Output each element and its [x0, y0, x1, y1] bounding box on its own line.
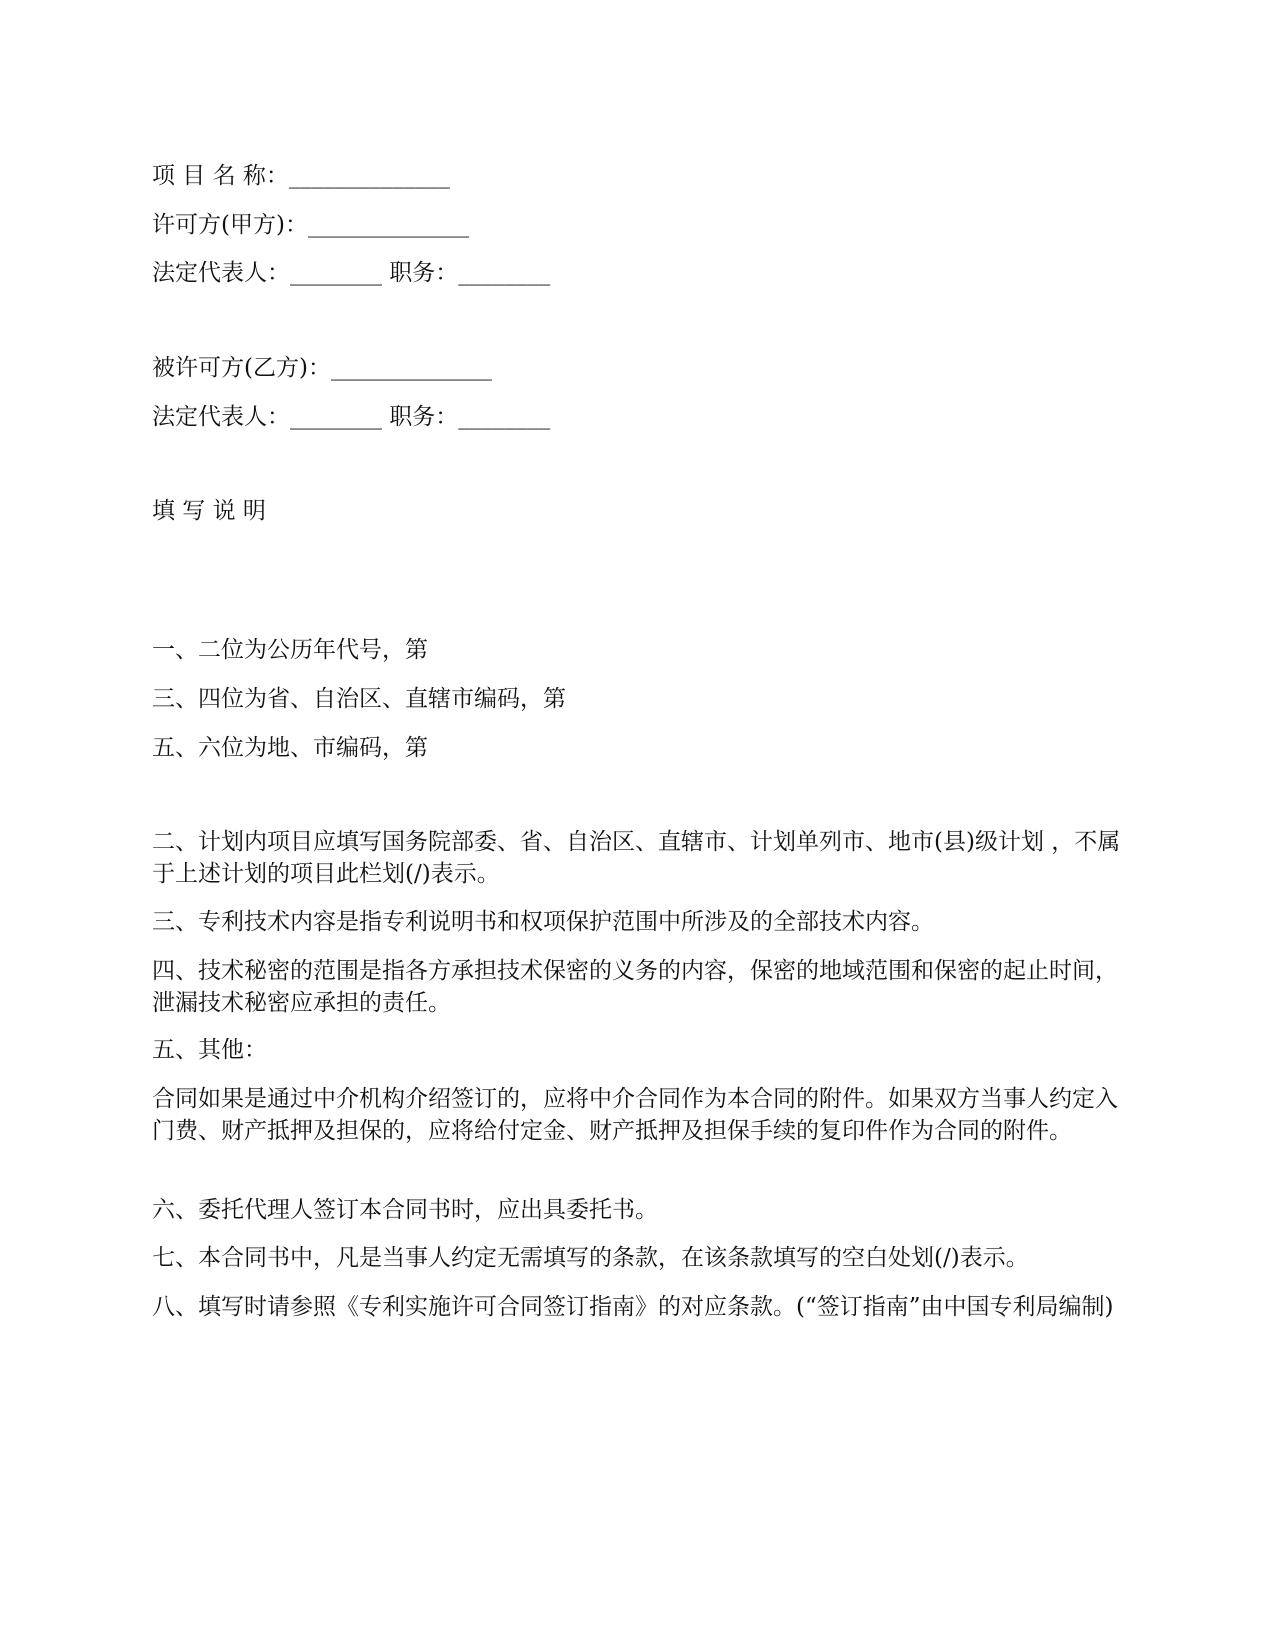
instruction-item: 六、委托代理人签订本合同书时，应出具委托书。 [152, 1197, 658, 1223]
instruction-item: 五、其他： [152, 1037, 267, 1063]
code-line: 五、六位为地、市编码，第 [152, 735, 428, 761]
instruction-item: 四、技术秘密的范围是指各方承担技术保密的义务的内容，保密的地域范围和保密的起止时间，泄漏技术秘密应承担的责任。 [152, 958, 1118, 1016]
instruction-item: 三、专利技术内容是指专利说明书和权项保护范围中所涉及的全部技术内容。 [152, 909, 934, 935]
instruction-item: 合同如果是通过中介机构介绍签订的，应将中介合同作为本合同的附件。如果双方当事人约定入门费、财产抵押及担保的，应将给付定金、财产抵押及担保手续的复印件作为合同的附件。 [152, 1086, 1118, 1144]
licensor-field: 许可方(甲方)：______________ [152, 212, 469, 238]
code-line: 三、四位为省、自治区、直辖市编码，第 [152, 686, 566, 712]
instructions-heading: 填 写 说 明 [152, 498, 266, 524]
licensor-representative-field: 法定代表人：________ 职务：________ [152, 260, 551, 286]
licensee-field: 被许可方(乙方)：______________ [152, 355, 492, 381]
code-line: 一、二位为公历年代号，第 [152, 637, 428, 663]
licensee-representative-field: 法定代表人：________ 职务：________ [152, 404, 551, 430]
project-name-field: 项 目 名 称：______________ [152, 163, 450, 189]
instruction-item: 二、计划内项目应填写国务院部委、省、自治区、直辖市、计划单列市、地市(县)级计划 ，不属于上述计划的项目此栏划(/)表示。 [152, 829, 1121, 887]
instruction-item: 八、填写时请参照《专利实施许可合同签订指南》的对应条款。(“签订指南”由中国专利局编制) [152, 1294, 1114, 1320]
instruction-item: 七、本合同书中，凡是当事人约定无需填写的条款，在该条款填写的空白处划(/)表示。 [152, 1245, 1029, 1271]
